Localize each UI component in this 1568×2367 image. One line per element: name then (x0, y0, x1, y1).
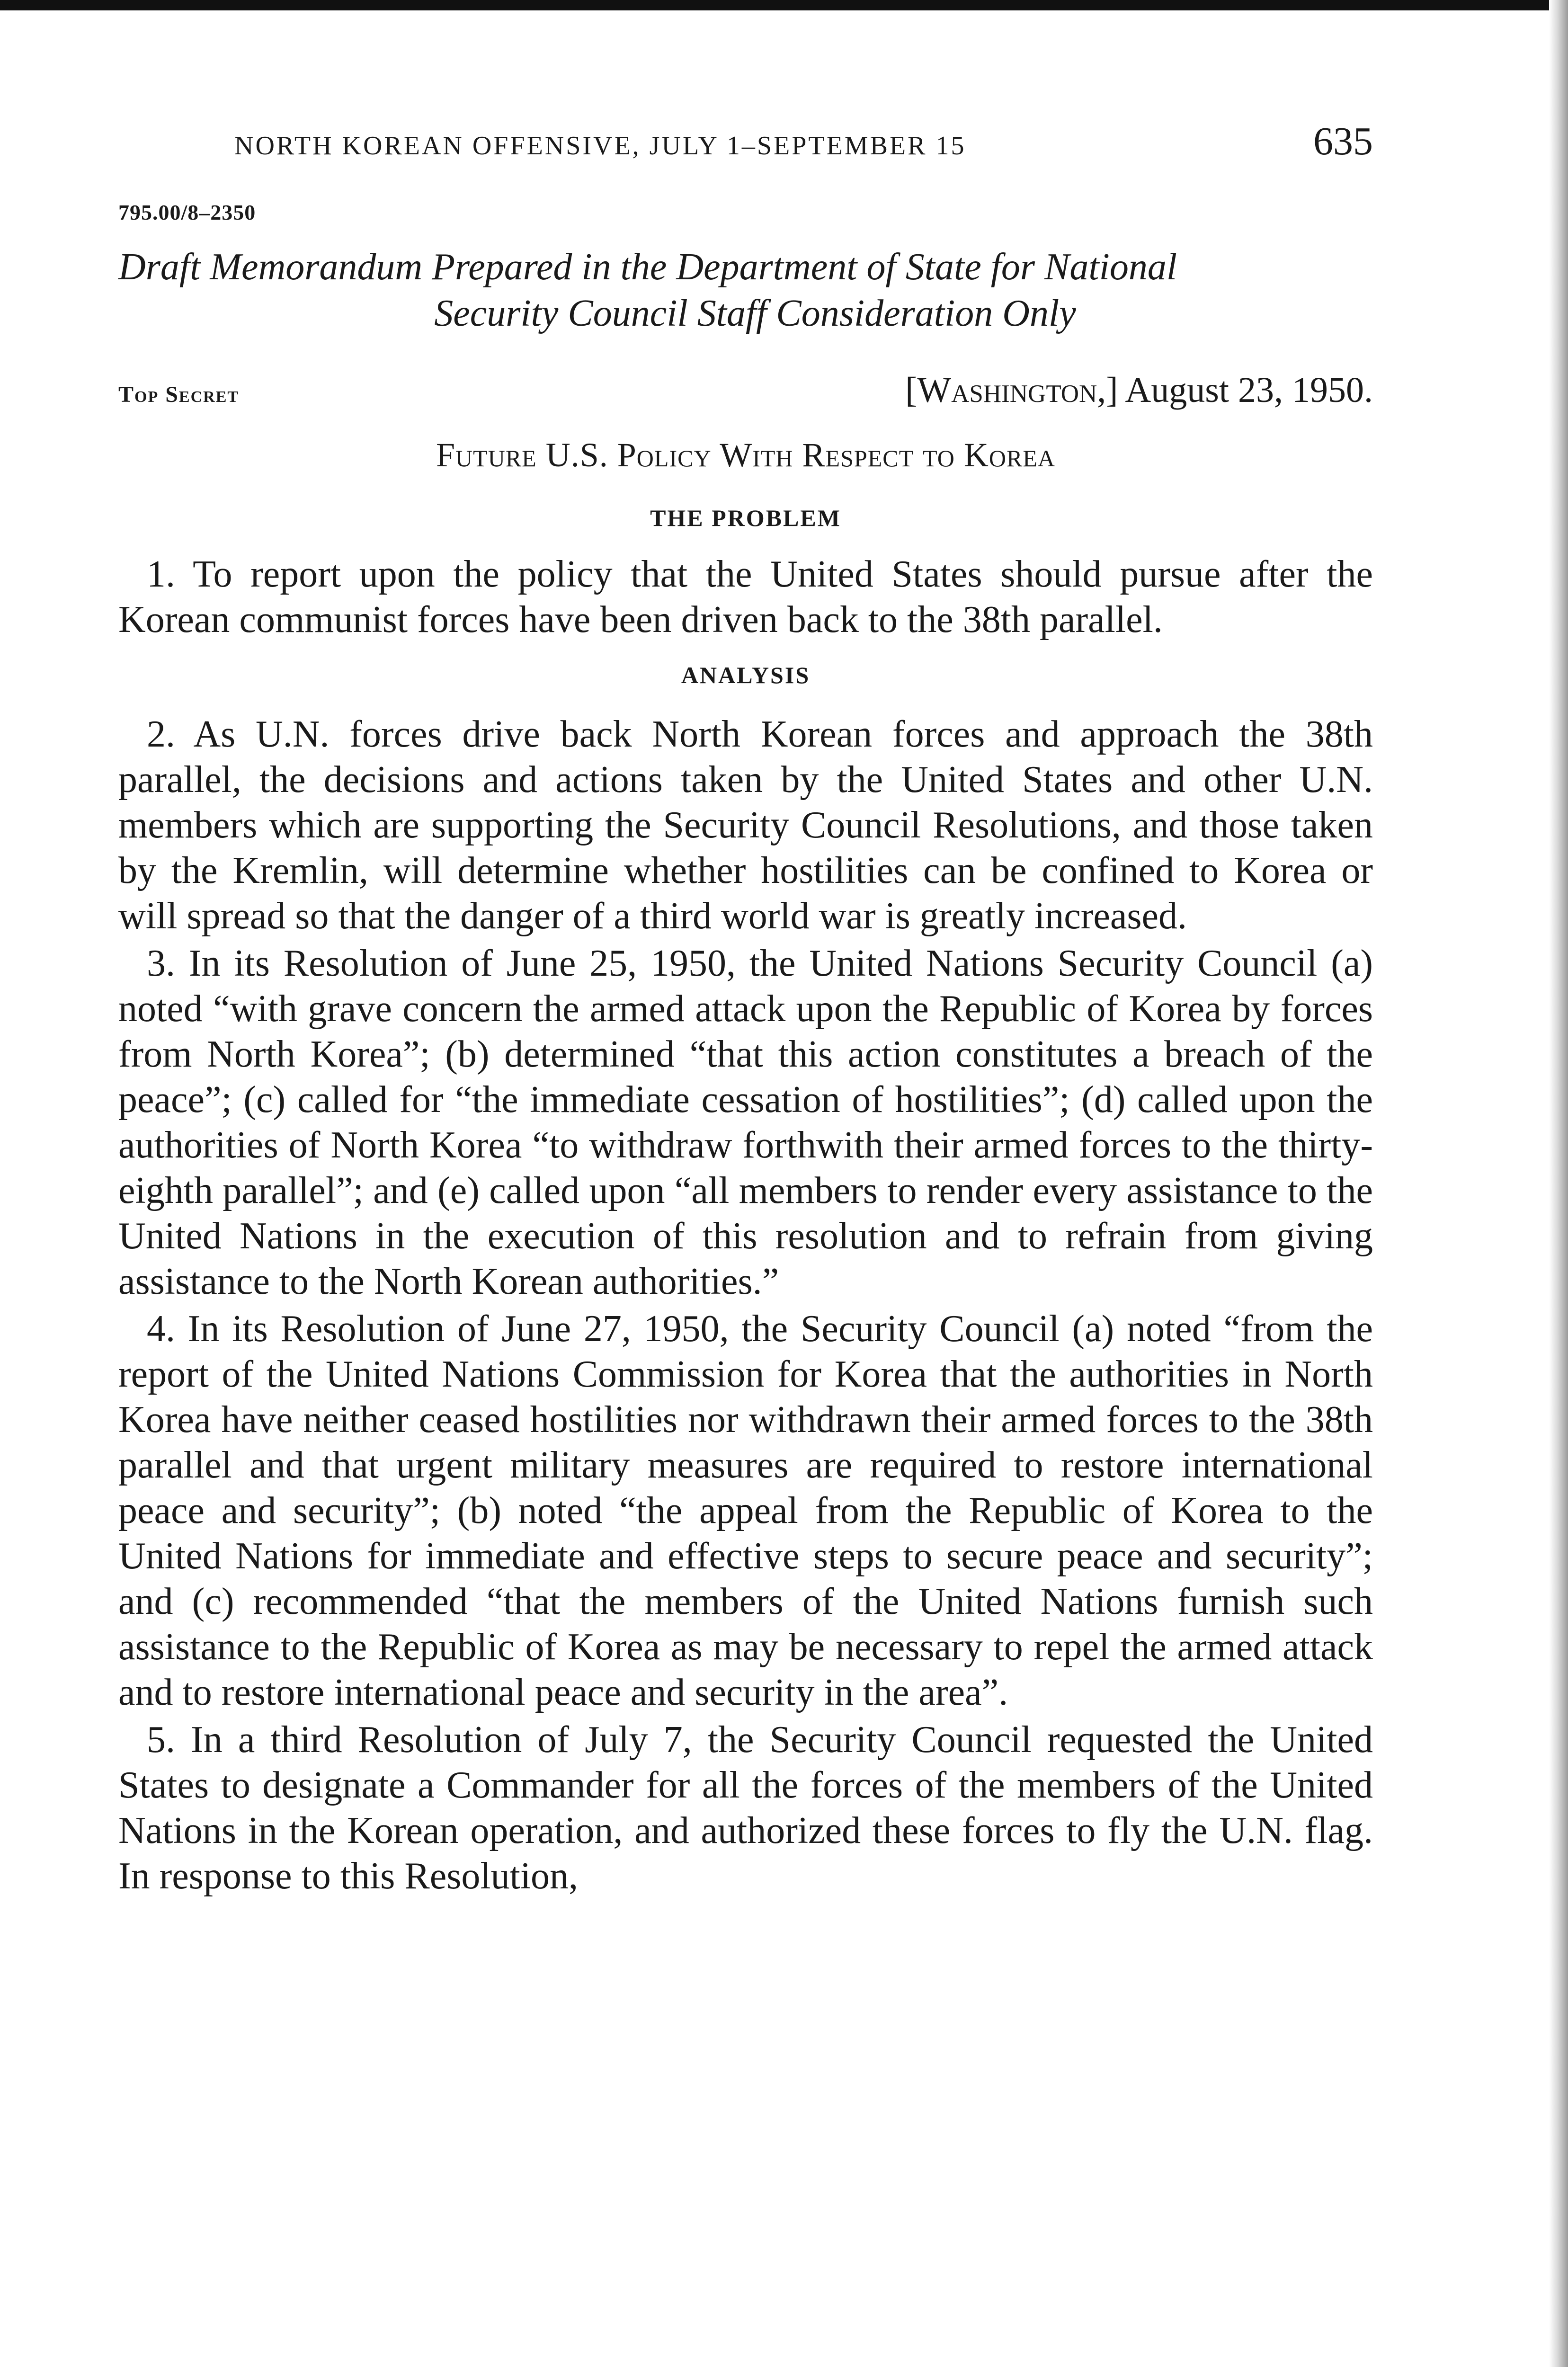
memorandum-title: Future U.S. Policy With Respect to Korea (436, 436, 1055, 474)
paragraph-3: 3. In its Resolution of June 25, 1950, the United Nations Security Council (a) noted “with grave concern the armed attack upon the Republic of Korea by forces from North Korea”; (b) determined “that this action constitutes a breach of the peace”; (c) called for “the immediate cessation of hostilities”; (d) called upon the authorities of North Korea “to withdraw forthwith their armed forces to the thirty-eighth parallel”; and (e) called upon “all members to render every assistance to the United Nations in the execution of this resolution and to refrain from giving assistance to the North Korean authorities.” (118, 943, 1373, 1302)
date: August 23, 1950. (1125, 370, 1373, 410)
running-head (118, 118, 1373, 175)
scan-page-edge (1549, 0, 1568, 2367)
document-heading (118, 244, 1373, 337)
dateline (118, 370, 1373, 411)
place: [Washington,] (905, 370, 1118, 410)
paragraph-5: 5. In a third Resolution of July 7, the Security Council requested the United States to designate a Commander for all the forces of the members of the United Nations in the Korean operation, and authorized these forces to fly the U.N. flag. In response to this Resolution, (118, 1719, 1373, 1897)
document-heading-line-1: Draft Memorandum Prepared in the Department of State for National (118, 246, 1177, 288)
scan-top-border (0, 0, 1568, 10)
section-heading-problem: THE PROBLEM (650, 505, 841, 531)
paragraph-4: 4. In its Resolution of June 27, 1950, the Security Council (a) noted “from the report of the United Nations Commission for Korea that the authorities in North Korea have neither ceased hostilities nor withdrawn their armed forces to the 38th parallel and that urgent military measures are required to restore international peace and security”; (b) noted “the appeal from the Republic of Korea to the United Nations for immediate and effective steps to secure peace and security”; and (c) recommended “that the members of the United Nations furnish such assistance to the Republic of Korea as may be necessary to repel the armed attack and to restore international peace and security in the area”. (118, 1308, 1373, 1713)
paragraph-2: 2. As U.N. forces drive back North Korean forces and approach the 38th parallel, the decisions and actions taken by the United States and other U.N. members which are supporting the Security Council Resolutions, and those taken by the Kremlin, will determine whether hostilities can be confined to Korea or will spread so that the danger of a third world war is greatly increased. (118, 713, 1373, 937)
place-date (905, 370, 1373, 411)
document-page (118, 118, 1373, 2367)
document-reference: 795.00/8–2350 (118, 200, 256, 224)
running-head-title: NORTH KOREAN OFFENSIVE, JULY 1–SEPTEMBER 15 (234, 131, 966, 160)
page-number: 635 (1313, 119, 1373, 163)
classification-marking: Top Secret (118, 382, 240, 407)
paragraph-1: 1. To report upon the policy that the United States should pursue after the Korean communist forces have been driven back to the 38th parallel. (118, 553, 1373, 641)
section-heading-analysis: ANALYSIS (681, 662, 811, 688)
document-heading-line-2: Security Council Staff Consideration Only (434, 293, 1076, 334)
